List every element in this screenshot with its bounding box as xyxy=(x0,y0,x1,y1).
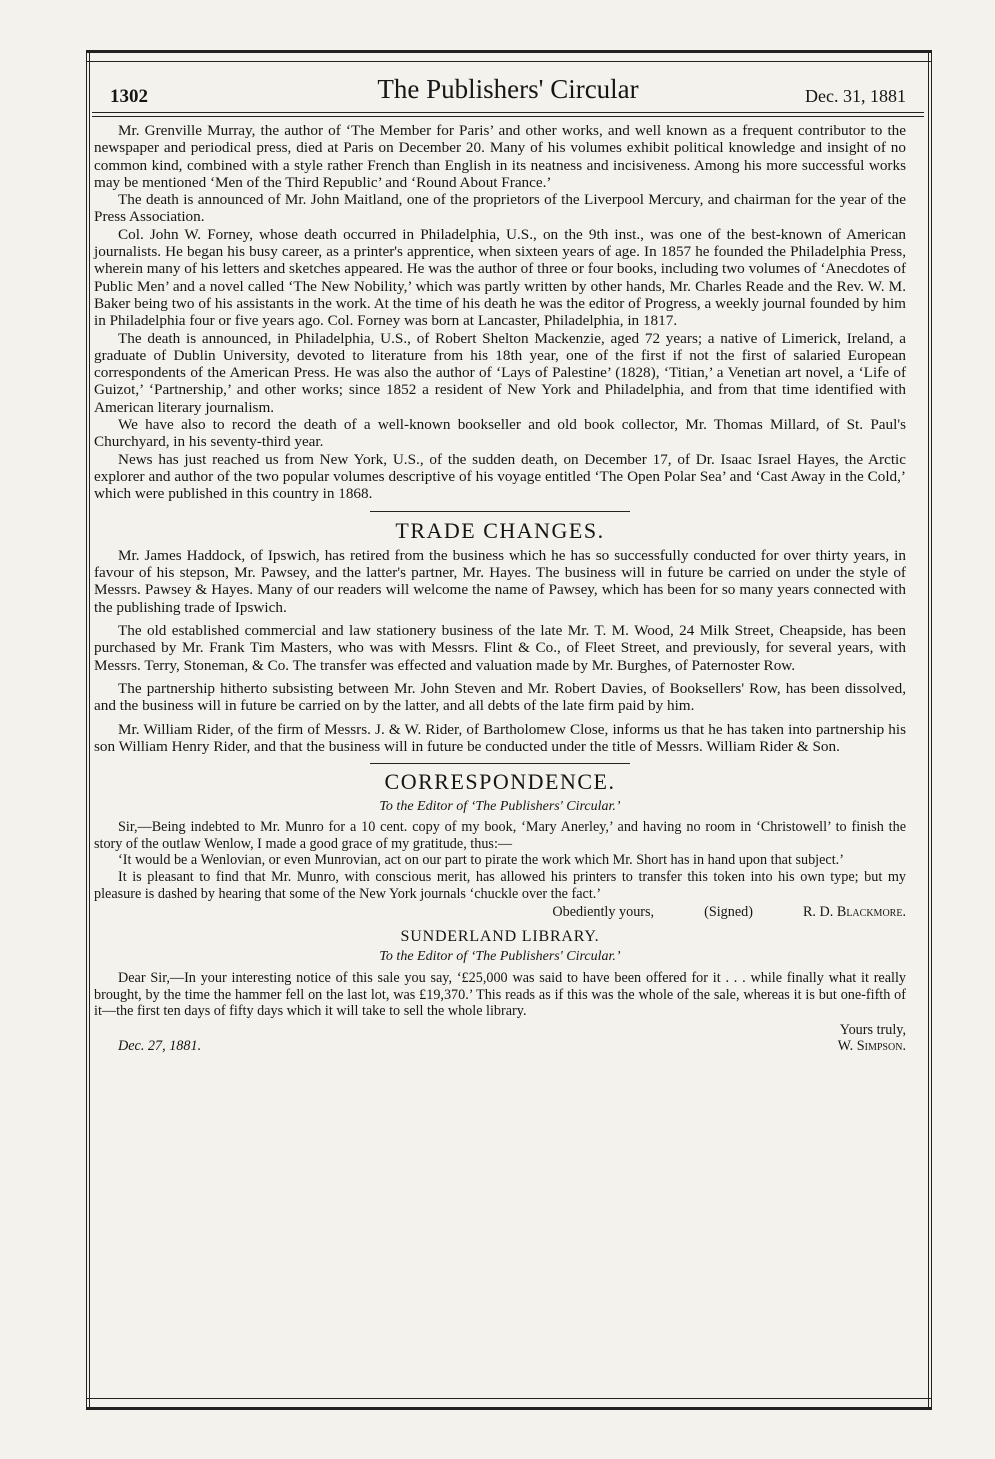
trade-paragraph: The old established commercial and law stationery business of the late Mr. T. M. Wood, 24 Milk Street, Cheapside, has been purchased by Mr. Frank Tim Masters, who was with Messrs. Flint & Co., of Fleet Street, and previously, for several years, with Messrs. Terry, Stoneman, & Co. The transfer was effected and valuation made by Mr. Burghes, of Paternoster Row. xyxy=(94,622,906,674)
issue-date: Dec. 31, 1881 xyxy=(805,86,906,106)
correspondence-section xyxy=(94,769,906,1055)
obituary-paragraph: Mr. Grenville Murray, the author of ‘The Member for Paris’ and other works, and well known as a frequent contributor to the newspaper and periodical press, died at Paris on December 20. Many of his volumes exhibit political knowledge and insight of no common kind, combined with a style rather French than English in its neatness and incisiveness. Among his more successful works may be mentioned ‘Men of the Third Republic’ and ‘Round About France.’ xyxy=(94,122,906,191)
letter-footer xyxy=(94,1038,906,1055)
correspondence-heading: CORRESPONDENCE. xyxy=(384,769,616,795)
obituary-paragraph: We have also to record the death of a well-known bookseller and old book collector, Mr. Thomas Millard, of St. Paul's Churchyard, in his seventy-third year. xyxy=(94,416,906,451)
sunderland-library-heading: SUNDERLAND LIBRARY. xyxy=(400,927,600,945)
page-number: 1302 xyxy=(110,86,148,107)
trade-paragraph: Mr. William Rider, of the firm of Messrs. J. & W. Rider, of Bartholomew Close, informs us that he has taken into partnership his son William Henry Rider, and that the business will in future be conducted under the title of Messrs. William Rider & Son. xyxy=(94,720,906,755)
trade-paragraph: Mr. James Haddock, of Ipswich, has retired from the business which he has so successfully conducted for over thirty years, in favour of his stepson, Mr. Pawsey, and the latter's partner, Mr. Hayes. The business will in future be carried on under the style of Messrs. Pawsey & Hayes. Many of our readers will welcome the name of Pawsey, which has been for so many years connected with the publishing trade of Ipswich. xyxy=(94,546,906,616)
obituary-paragraph: News has just reached us from New York, U.S., of the sudden death, on December 17, of Dr. Isaac Israel Hayes, the Arctic explorer and author of the two popular volumes descriptive of his voyage entitled ‘The Open Polar Sea’ and ‘Cast Away in the Cold,’ which were published in this country in 1868. xyxy=(94,450,906,503)
letter-paragraph: It is pleasant to find that Mr. Munro, with conscious merit, has allowed his printers to transfer this token into his own type; but my pleasure is dashed by hearing that some of the New York journals ‘chuckle over the fact.’ xyxy=(94,869,906,902)
letter-paragraph: Dear Sir,—In your interesting notice of this sale you say, ‘£25,000 was said to have been offered for it . . . while finally what it really brought, by the time the hammer fell on the last lot, was £19,370.’ This reads as if this was the whole of the sale, whereas it is but one-fifth of it—the first ten days of fifty days which it will take to sell the whole library. xyxy=(94,970,906,1020)
bottom-border-rule xyxy=(86,1398,932,1410)
letter-closing: Yours truly, xyxy=(839,1021,906,1038)
trade-paragraph: The partnership hitherto subsisting between Mr. John Steven and Mr. Robert Davies, of Booksellers' Row, has been dissolved, and the business will in future be carried on by the latter, and all debts of the late firm paid by him. xyxy=(94,679,906,715)
letter-address: To the Editor of ‘The Publishers' Circular.’ xyxy=(379,949,621,965)
signed-note: (Signed) xyxy=(704,904,753,921)
letter-signature: R. D. Blackmore. xyxy=(802,904,906,921)
trade-changes-heading: TRADE CHANGES. xyxy=(395,517,605,543)
obituary-paragraph: The death is announced of Mr. John Maitland, one of the proprietors of the Liverpool Mercury, and chairman for the year of the Press Association. xyxy=(94,191,906,226)
obituary-paragraph: Col. John W. Forney, whose death occurred in Philadelphia, U.S., on the 9th inst., was one of the best-known of American journalists. He began his busy career, as a printer's apprentice, when sixteen years of age. In 1857 he founded the Philadelphia Press, wherein many of his letters and sketches appeared. He was the author of three or four books, including two volumes of ‘Anecdotes of Public Men’ and a novel called ‘The New Nobility,’ which was partly written by other hands, Mr. Charles Reade and the Rev. W. M. Baker being two of his assistants in the work. At the time of his death he was the editor of Progress, a weekly journal founded by him in Philadelphia four or five years ago. Col. Forney was born at Lancaster, Philadelphia, in 1817. xyxy=(94,225,906,330)
section-divider xyxy=(370,763,630,764)
letter-signoff xyxy=(94,904,906,921)
running-title: The Publishers' Circular xyxy=(377,74,639,104)
letter-closing: Obediently yours, xyxy=(552,904,655,921)
letter-paragraph: ‘It would be a Wenlovian, or even Munrovian, act on our part to pirate the work which Mr. Short has in hand upon that subject.’ xyxy=(118,852,844,869)
letter-address: To the Editor of ‘The Publishers' Circular.’ xyxy=(379,798,621,814)
letter-date: Dec. 27, 1881. xyxy=(118,1038,202,1055)
letter-closing-row xyxy=(94,1022,906,1039)
letter-signature: W. Simpson. xyxy=(837,1038,906,1055)
trade-changes-section xyxy=(94,517,906,756)
page-body xyxy=(94,122,906,1055)
header-rule xyxy=(92,112,924,117)
obituary-paragraph: The death is announced, in Philadelphia, U.S., of Robert Shelton Mackenzie, aged 72 years; a native of Limerick, Ireland, a graduate of Dublin University, devoted to literature from his 18th year, one of the first if not the first of salaried European correspondents of the American Press. He was also the author of ‘Lays of Palestine’ (1828), ‘Titian,’ a Venetian art novel, a ‘Life of Guizot,’ ‘Partnership,’ and other works; since 1852 a resident of New York and Philadelphia, and from that time identified with American literary journalism. xyxy=(94,329,906,416)
obituary-notes xyxy=(94,122,906,503)
page-header xyxy=(110,74,906,108)
section-divider xyxy=(370,511,630,512)
letter-paragraph: Sir,—Being indebted to Mr. Munro for a 10 cent. copy of my book, ‘Mary Anerley,’ and having no room in ‘Christowell’ to finish the story of the outlaw Wenlow, I made a good grace of my gratitude, thus:— xyxy=(94,819,906,852)
